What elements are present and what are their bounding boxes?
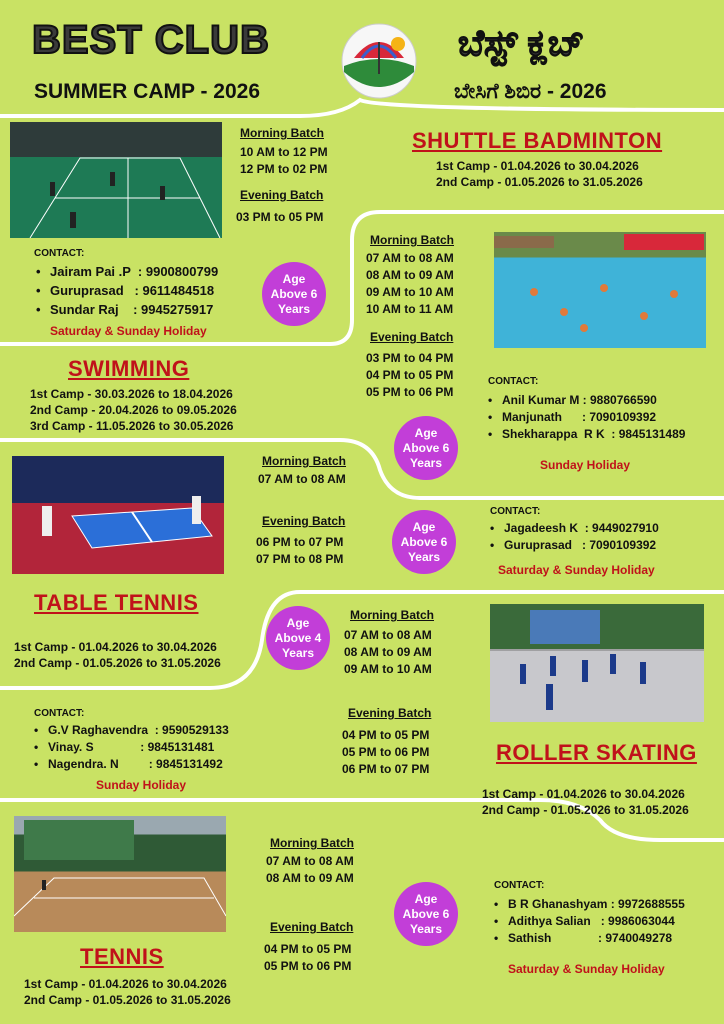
title-kannada: ಬೆಸ್ಟ್ ಕ್ಲಬ್: [458, 22, 585, 63]
swimming-evening-times: 03 PM to 04 PM 04 PM to 05 PM 05 PM to 06 PM: [366, 351, 454, 399]
swimming-camps: 1st Camp - 30.03.2026 to 18.04.2026 2nd Camp - 20.04.2026 to 09.05.2026 3rd Camp - 11.05.2026 to 30.05.2026: [30, 387, 237, 433]
tennis-photo: [14, 816, 226, 932]
swimming-morning-times: 07 AM to 08 AM 08 AM to 09 AM 09 AM to 10 AM 10 AM to 11 AM: [366, 251, 454, 316]
badminton-camps: 1st Camp - 01.04.2026 to 30.04.2026 2nd Camp - 01.05.2026 to 31.05.2026: [436, 159, 643, 189]
swimming-evening-heading: Evening Batch: [370, 330, 454, 344]
skating-contact-heading: CONTACT:: [34, 708, 85, 719]
skating-age-badge: Age Above 4 Years: [266, 606, 330, 670]
tennis-title: TENNIS: [80, 944, 164, 969]
table-tennis-title: TABLE TENNIS: [34, 590, 199, 615]
skating-contacts: • G.V Raghavendra : 9590529133 • Vinay. S : 9845131481 • Nagendra. N : 9845131492: [34, 722, 229, 773]
subtitle-kannada: ಬೇಸಿಗೆ ಶಿಬಿರ - 2026: [454, 80, 607, 103]
skating-holiday: Sunday Holiday: [96, 778, 187, 792]
skating-title: ROLLER SKATING: [496, 740, 697, 765]
table-tennis-evening-heading: Evening Batch: [262, 514, 346, 528]
tennis-holiday: Saturday & Sunday Holiday: [508, 962, 665, 976]
skating-photo: [490, 604, 704, 722]
badminton-age-badge: Age Above 6 Years: [262, 262, 326, 326]
badminton-evening-times: 03 PM to 05 PM: [236, 210, 324, 224]
table-tennis-evening-times: 06 PM to 07 PM 07 PM to 08 PM: [256, 535, 344, 566]
badminton-morning-heading: Morning Batch: [240, 126, 324, 140]
badminton-morning-times: 10 AM to 12 PM 12 PM to 02 PM: [240, 145, 328, 176]
swimming-contact-heading: CONTACT:: [488, 376, 539, 387]
tennis-age-badge: Age Above 6 Years: [394, 882, 458, 946]
tennis-contact-heading: CONTACT:: [494, 880, 545, 891]
badminton-evening-heading: Evening Batch: [240, 188, 324, 202]
swimming-holiday: Sunday Holiday: [540, 458, 631, 472]
table-tennis-holiday: Saturday & Sunday Holiday: [498, 563, 655, 577]
title-english: BEST CLUB: [32, 18, 270, 62]
skating-evening-times: 04 PM to 05 PM 05 PM to 06 PM 06 PM to 07 PM: [342, 728, 430, 776]
table-tennis-camps: 1st Camp - 01.04.2026 to 30.04.2026 2nd Camp - 01.05.2026 to 31.05.2026: [14, 640, 221, 670]
table-tennis-contact-heading: CONTACT:: [490, 506, 541, 517]
badminton-holiday: Saturday & Sunday Holiday: [50, 324, 207, 338]
badminton-title: SHUTTLE BADMINTON: [412, 128, 663, 153]
skating-morning-heading: Morning Batch: [350, 608, 434, 622]
swimming-title: SWIMMING: [68, 356, 190, 381]
skating-camps: 1st Camp - 01.04.2026 to 30.04.2026 2nd Camp - 01.05.2026 to 31.05.2026: [482, 787, 689, 817]
badminton-contacts: • Jairam Pai .P : 9900800799 • Guruprasad : 9611484518 • Sundar Raj : 9945275917: [36, 262, 218, 319]
tennis-morning-times: 07 AM to 08 AM 08 AM to 09 AM: [266, 854, 354, 885]
tennis-morning-heading: Morning Batch: [270, 836, 354, 850]
table-tennis-morning-times: 07 AM to 08 AM: [258, 472, 346, 486]
club-logo: [340, 22, 418, 100]
swimming-contacts: • Anil Kumar M : 9880766590 • Manjunath : 7090109392 • Shekharappa R K : 9845131489: [488, 392, 685, 443]
badminton-contact-heading: CONTACT:: [34, 248, 85, 259]
skating-morning-times: 07 AM to 08 AM 08 AM to 09 AM 09 AM to 10 AM: [344, 628, 432, 676]
badminton-photo: [10, 122, 222, 238]
tennis-contacts: • B R Ghanashyam : 9972688555 • Adithya Salian : 9986063044 • Sathish : 9740049278: [494, 896, 685, 947]
tennis-evening-times: 04 PM to 05 PM 05 PM to 06 PM: [264, 942, 352, 973]
swimming-morning-heading: Morning Batch: [370, 233, 454, 247]
table-tennis-morning-heading: Morning Batch: [262, 454, 346, 468]
subtitle-english: SUMMER CAMP - 2026: [34, 80, 260, 103]
table-tennis-photo: [12, 456, 224, 574]
skating-evening-heading: Evening Batch: [348, 706, 432, 720]
tennis-evening-heading: Evening Batch: [270, 920, 354, 934]
tennis-camps: 1st Camp - 01.04.2026 to 30.04.2026 2nd Camp - 01.05.2026 to 31.05.2026: [24, 977, 231, 1007]
swimming-photo: [494, 232, 706, 348]
swimming-age-badge: Age Above 6 Years: [394, 416, 458, 480]
table-tennis-contacts: • Jagadeesh K : 9449027910 • Guruprasad : 7090109392: [490, 520, 659, 554]
table-tennis-age-badge: Age Above 6 Years: [392, 510, 456, 574]
